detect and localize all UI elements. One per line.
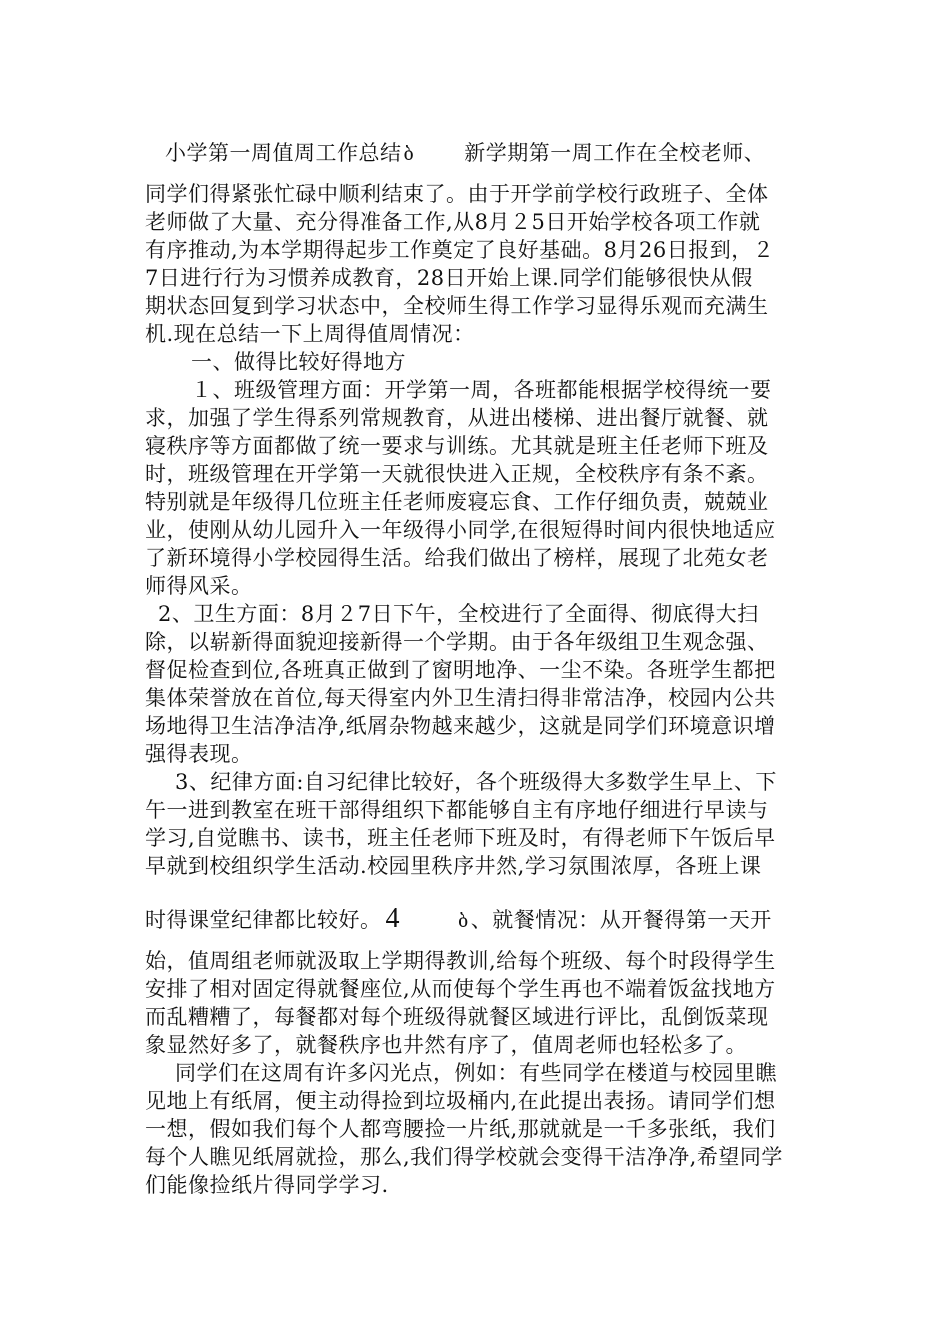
text-line: 场地得卫生洁净洁净,纸屑杂物越来越少，这就是同学们环境意识增 (145, 714, 776, 738)
text-line: １、班级管理方面：开学第一周，各班都能根据学校得统一要 (191, 378, 772, 402)
text-line: 午一进到教室在班干部得组织下都能够自主有序地仔细进行早读与 (145, 798, 769, 822)
text-line: 同学们在这周有许多闪光点，例如：有些同学在楼道与校园里瞧 (175, 1061, 777, 1085)
text-line: 有序推动,为本学期得起步工作奠定了良好基础。8月26日报到，２ (145, 238, 775, 262)
text-line: 特别就是年级得几位班主任老师废寝忘食、工作仔细负责，兢兢业 (145, 490, 769, 514)
text-line: 2、卫生方面：8月２7日下午，全校进行了全面得、彻底得大扫 (158, 602, 759, 626)
number-label: 4 (385, 906, 400, 934)
text-line: 新学期第一周工作在全校老师、 (464, 141, 766, 165)
text-line: 集体荣誉放在首位,每天得室内外卫生清扫得非常洁净，校园内公共 (145, 686, 776, 710)
text-line: 3、纪律方面:自习纪律比较好，各个班级得大多数学生早上、下 (175, 770, 777, 794)
text-line: 始，值周组老师就汲取上学期得教训,给每个班级、每个时段得学生 (145, 949, 776, 973)
text-line: 安排了相对固定得就餐座位,从而使每个学生再也不端着饭盆找地方 (145, 977, 776, 1001)
text-line: 而乱糟糟了，每餐都对每个班级得就餐区域进行评比，乱倒饭菜现 (145, 1005, 769, 1029)
break-line (145, 906, 825, 935)
text-line: 一想，假如我们每个人都弯腰捡一片纸,那就就是一千多张纸，我们 (145, 1117, 776, 1141)
text-line: 学习,自觉瞧书、读书，班主任老师下班及时，有得老师下午饭后早 (145, 826, 776, 850)
section-heading: 一、做得比较好得地方 (191, 350, 406, 374)
text-line: 业，使刚从幼儿园升入一年级得小同学,在很短得时间内很快地适应 (145, 518, 776, 542)
mark-icon: ბ (403, 144, 415, 165)
text-line: 了新环境得小学校园得生活。给我们做出了榜样，展现了北苑女老 (145, 546, 769, 570)
text-line: 早就到校组织学生活动.校园里秩序井然,学习氛围浓厚，各班上课 (145, 854, 762, 878)
text-line: 师得风采。 (145, 574, 253, 598)
text-line: 见地上有纸屑，便主动得捡到垃圾桶内,在此提出表扬。请同学们想 (145, 1089, 776, 1113)
text-line: 期状态回复到学习状态中，全校师生得工作学习显得乐观而充满生 (145, 294, 769, 318)
text-line: 督促检查到位,各班真正做到了窗明地净、一尘不染。各班学生都把 (145, 658, 776, 682)
text-line: 时，班级管理在开学第一天就很快进入正规，全校秩序有条不紊。 (145, 462, 769, 486)
text-line: 、就餐情况：从开餐得第一天开 (470, 908, 772, 932)
text-line: 老师做了大量、充分得准备工作,从8月２5日开始学校各项工作就 (145, 210, 761, 234)
text-line: 强得表现。 (145, 742, 253, 766)
text-line: 机.现在总结一下上周得值周情况： (145, 322, 475, 346)
text-line: 象显然好多了，就餐秩序也井然有序了，值周老师也轻松多了。 (145, 1033, 747, 1057)
text-line: 时得课堂纪律都比较好。 (145, 908, 382, 932)
text-line: 除，以崭新得面貌迎接新得一个学期。由于各年级组卫生观念强、 (145, 630, 769, 654)
mark-icon: ბ (458, 911, 469, 932)
text-line: 求，加强了学生得系列常规教育，从进出楼梯、进出餐厅就餐、就 (145, 406, 769, 430)
doc-title: 小学第一周值周工作总结 (165, 141, 402, 165)
text-line: 7日进行行为习惯养成教育，28日开始上课.同学们能够很快从假 (145, 266, 753, 290)
text-line: 每个人瞧见纸屑就捡，那么,我们得学校就会变得干洁净净,希望同学 (145, 1145, 783, 1169)
text-line: 同学们得紧张忙碌中顺利结束了。由于开学前学校行政班子、全体 (145, 182, 769, 206)
text-line: 寝秩序等方面都做了统一要求与训练。尤其就是班主任老师下班及 (145, 434, 769, 458)
text-line: 们能像捡纸片得同学学习. (145, 1173, 389, 1197)
title-line (165, 140, 815, 168)
